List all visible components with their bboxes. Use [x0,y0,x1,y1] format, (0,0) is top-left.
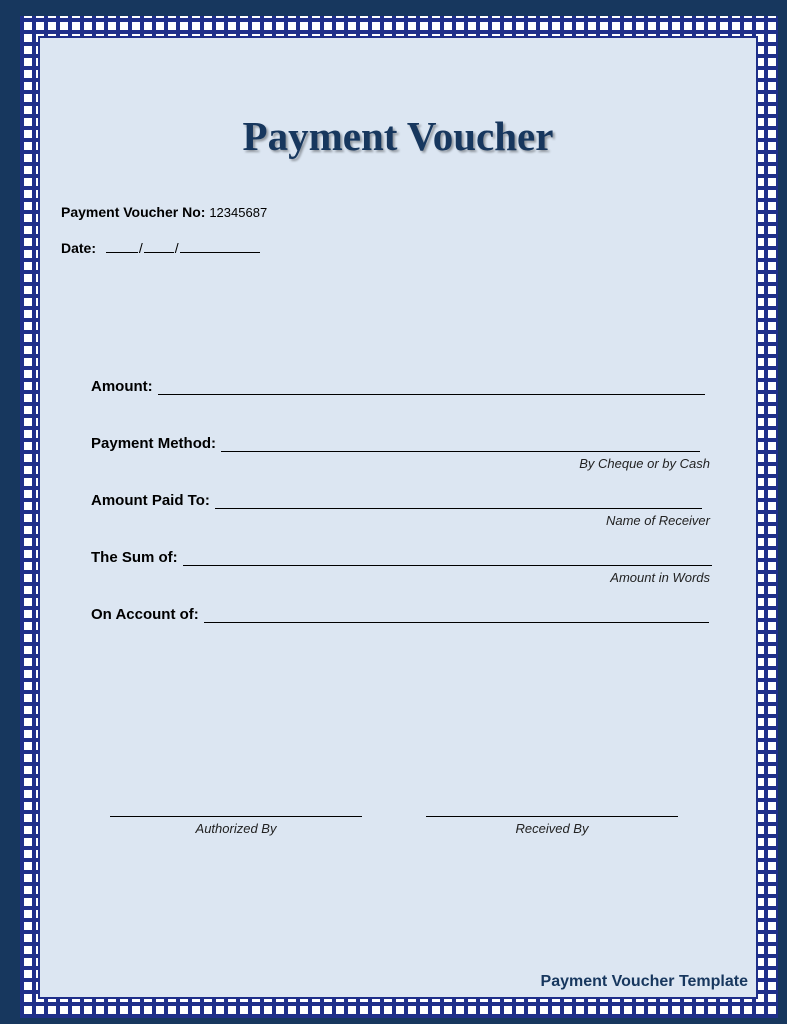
voucher-number-row [61,204,267,220]
date-separator: / [174,240,179,256]
sum-of-line[interactable] [183,551,712,566]
date-separator: / [138,240,143,256]
page-title: Payment Voucher [242,113,554,159]
decorative-border [20,16,778,1018]
received-by-signature [426,798,678,836]
authorized-by-signature [110,798,362,836]
date-day-blank[interactable] [106,238,138,253]
authorized-by-label: Authorized By [195,821,277,836]
amount-paid-to-label: Amount Paid To: [91,492,210,509]
voucher-number-value: 12345687 [209,205,268,220]
sum-of-label: The Sum of: [91,549,178,566]
amount-line[interactable] [158,380,705,395]
footer-title: Payment Voucher Template [540,973,748,990]
amount-paid-to-hint: Name of Receiver [605,513,710,528]
amount-label: Amount: [91,378,153,395]
payment-method-hint: By Cheque or by Cash [579,456,710,471]
sum-of-row [91,549,712,566]
received-by-line[interactable] [426,798,678,817]
sum-of-hint: Amount in Words [610,570,710,585]
payment-method-line[interactable] [221,437,700,452]
authorized-by-line[interactable] [110,798,362,817]
on-account-of-label: On Account of: [91,606,199,623]
voucher-paper [38,36,758,999]
on-account-of-row [91,606,709,623]
amount-row [91,378,705,395]
amount-paid-to-line[interactable] [215,494,702,509]
on-account-of-line[interactable] [204,608,709,623]
date-month-blank[interactable] [144,238,174,253]
date-label: Date: [61,240,97,256]
payment-method-row [91,435,700,452]
received-by-label: Received By [515,821,589,836]
date-year-blank[interactable] [180,238,260,253]
amount-paid-to-row [91,492,702,509]
date-row [61,238,261,256]
voucher-number-label: Payment Voucher No: [61,204,206,220]
payment-method-label: Payment Method: [91,435,217,452]
